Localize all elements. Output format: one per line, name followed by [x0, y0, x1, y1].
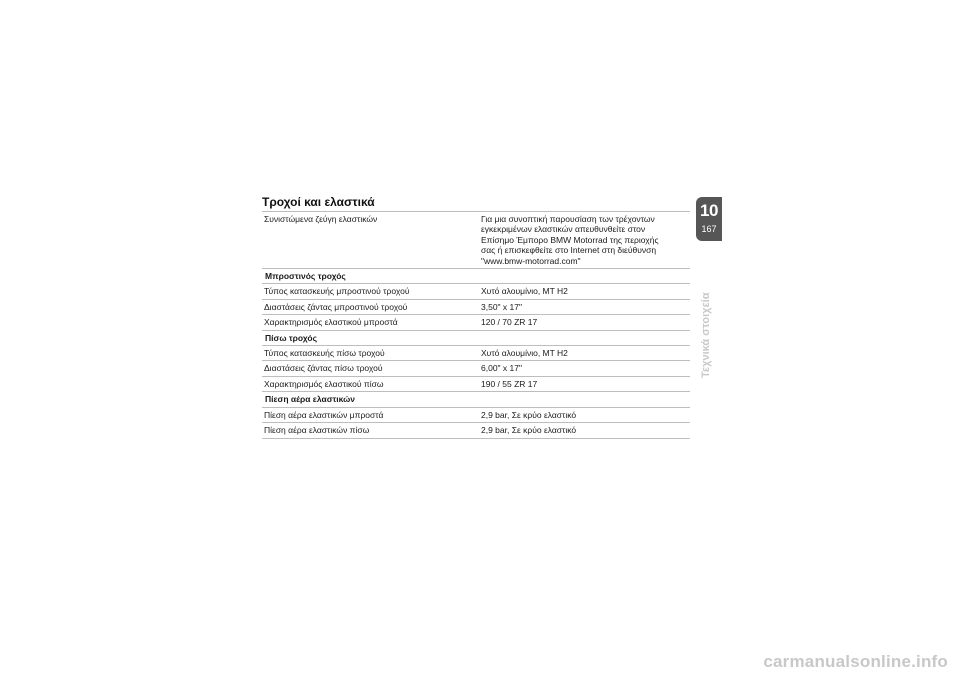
spec-label: Συνιστώμενα ζεύγη ελαστικών	[264, 214, 378, 224]
spec-value	[477, 212, 690, 268]
spec-label: Τύπος κατασκευής μπροστινού τροχού	[264, 286, 410, 297]
table-row	[262, 211, 690, 268]
spec-value: 2,9 bar, Σε κρύο ελαστικό	[481, 409, 577, 420]
spec-label: Χαρακτηρισμός ελαστικού μπροστά	[264, 317, 398, 328]
spec-value: 3,50" x 17"	[481, 301, 523, 312]
chapter-side-label: Τεχνικά στοιχεία	[700, 292, 712, 378]
chapter-number: 10	[700, 201, 718, 220]
table-row	[262, 314, 690, 329]
spec-value: Χυτό αλουμίνιο, MT H2	[481, 348, 568, 359]
spec-value-line: εγκεκριμένων ελαστικών απευθυνθείτε στον	[481, 224, 646, 235]
table-row	[262, 422, 690, 438]
spec-table	[262, 211, 690, 439]
spec-value: 190 / 55 ZR 17	[481, 378, 538, 389]
spec-value-line: "www.bmw-motorrad.com"	[481, 255, 581, 266]
table-row	[262, 299, 690, 314]
table-row	[262, 360, 690, 375]
spec-label: Πίεση αέρα ελαστικών μπροστά	[264, 409, 384, 420]
spec-value: 2,9 bar, Σε κρύο ελαστικό	[481, 425, 577, 436]
table-row	[262, 283, 690, 298]
table-row	[262, 345, 690, 360]
page-title: Τροχοί και ελαστικά	[262, 195, 375, 209]
spec-value: 6,00" x 17"	[481, 363, 523, 374]
watermark: carmanualsonline.info	[763, 652, 948, 671]
spec-value: Χυτό αλουμίνιο, MT H2	[481, 286, 568, 297]
spec-label: Διαστάσεις ζάντας μπροστινού τροχού	[264, 301, 408, 312]
spec-label: Διαστάσεις ζάντας πίσω τροχού	[264, 363, 383, 374]
chapter-tab	[696, 197, 722, 241]
spec-value-line: σας ή επισκεφθείτε στο Internet στη διεύθυνση	[481, 245, 657, 256]
spec-value: 120 / 70 ZR 17	[481, 317, 538, 328]
spec-value-line: Για μια συνοπτική παρουσίαση των τρέχοντων	[481, 214, 655, 224]
page-number: 167	[701, 224, 717, 234]
spec-label: Χαρακτηρισμός ελαστικού πίσω	[264, 378, 384, 389]
spec-value-line: Επίσημο Έμπορο BMW Motorrad της περιοχής	[481, 234, 659, 245]
table-row	[262, 407, 690, 422]
table-row	[262, 376, 690, 391]
group-heading-rear-wheel: Πίσω τροχός	[262, 330, 690, 345]
group-heading-tyre-pressure: Πίεση αέρα ελαστικών	[262, 391, 690, 406]
spec-label: Πίεση αέρα ελαστικών πίσω	[264, 425, 370, 436]
group-heading-front-wheel: Μπροστινός τροχός	[262, 268, 690, 283]
spec-label: Τύπος κατασκευής πίσω τροχού	[264, 348, 385, 359]
chapter-side-label-wrap	[700, 292, 716, 488]
